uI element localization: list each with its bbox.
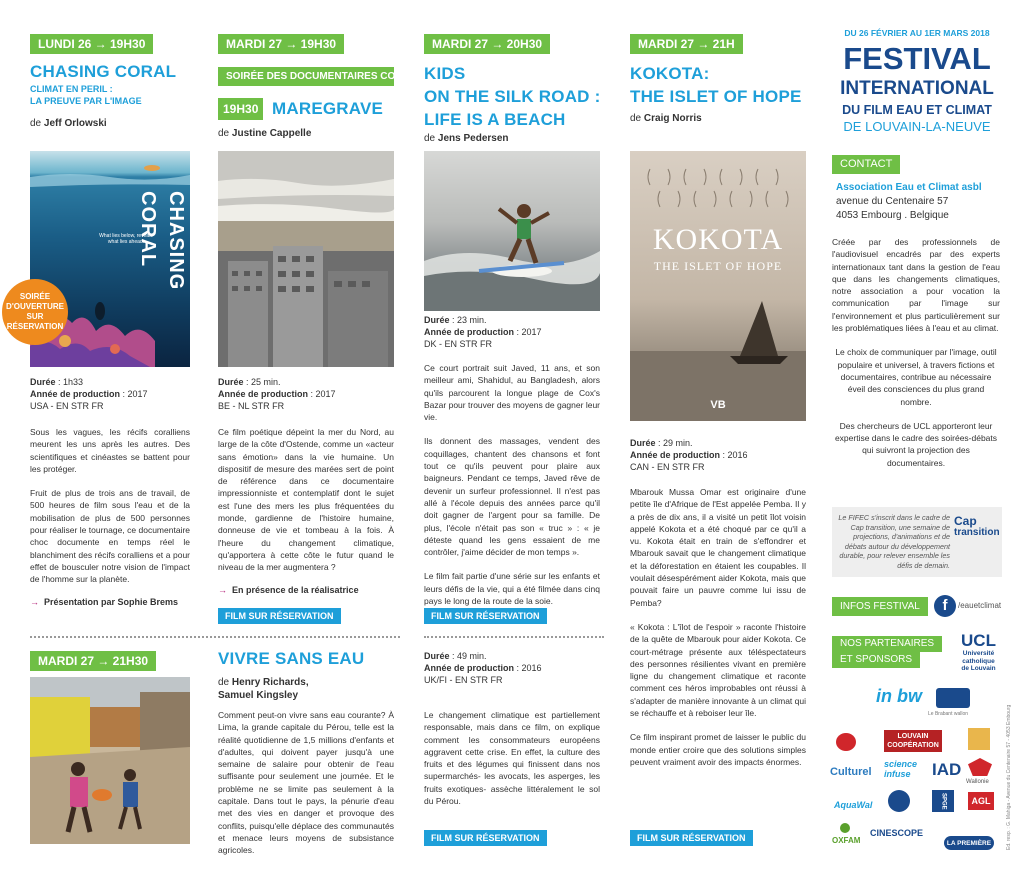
partners-label-1: NOS PARTENAIRES: [832, 636, 942, 652]
col4-reservation-button[interactable]: FILM SUR RÉSERVATION: [630, 830, 753, 846]
col1-subtitle-2: LA PREUVE PAR L'IMAGE: [30, 96, 142, 106]
vivre-sans-eau-still-art: [30, 677, 190, 844]
brabant-logo-mark: [936, 688, 970, 708]
col2-day-badge: MARDI 27 → 19H30: [218, 34, 344, 54]
col3-description: Ce court portrait suit Javed, 11 ans, et son meilleur ami, Shahidul, au Bangladesh, alors qu'ils parcourent la longue plage de Cox's Bazar pour trouver des moyens de gagner leur vie. Ils donnent des massages, vendent des coquillages, chantent des chansons et font tout ce qu'ils peuvent pour plaire aux baigneurs. Pendant ce temps, Javed rêve de devenir un surfeur professionnel. Il n'est pas allé à l'école depuis des années parce qu'il doit gagner de l'argent pour sa famille. De plus, l'école n'était pas son « truc » : « je déteste quand les gens essaient de me contrôler, j'aime décider de mon temps ». Le film fait partie d'une série sur les enfants et leurs défis de la vie, qui a été filmée dans cinq pays le long de la route de la soie.: [424, 363, 600, 607]
kokota-poster-art: [630, 151, 806, 421]
col3-director-line: de Jens Pedersen: [424, 133, 509, 144]
brabant-logo-text: Le Brabant wallon: [928, 711, 969, 717]
col2-reservation-button[interactable]: FILM SUR RÉSERVATION: [218, 608, 341, 624]
bottom-director-1: Henry Richards,: [231, 677, 309, 688]
col4-description: Mbarouk Mussa Omar est originaire d'une petite île d'Afrique de l'Est appelée Pemba. Il y a près de dix ans, il a visité un petit îlot voisin appelé Kokota et a été choqué par ce qu'il a vu. Kokota était en train de s'effondrer et Mbarouk savait que le changement climatique et la déforestation en étaient les coupables. Il voulait désespérément aider Kokota, mais que pouvait faire un pauvre comme lui issu de Pemba? « Kokota : L'îlot de l'espoir » raconte l'histoire de la quête de Mbarouk pour aider Kokota. Ce court-métrage présente aux téléspectateurs des personnes résilientes vivant en première ligne du changement climatique et raconte comment ces héros improbables ont réussi à s'adapter de manière innovante à un climat qui se réchauffe et à reboiser leur île. Ce film inspirant promet de laisser le public du monde entier croire que des solutions simples peuvent vraiment avoir des impacts énormes.: [630, 487, 806, 767]
col2-time-badge: 19H30: [218, 98, 263, 120]
col4-director: Craig Norris: [643, 113, 702, 124]
centre-culturel-logo: Culturel: [830, 766, 872, 778]
maregrave-still-art: [218, 151, 394, 367]
chasing-coral-poster-tagline: What lies below, reveals what lies ahead.: [99, 233, 153, 245]
arrow-right-icon: →: [30, 597, 39, 607]
col1-subtitle-1: CLIMAT EN PERIL :: [30, 84, 113, 94]
vivre-sans-eau-still: [30, 677, 190, 844]
cinescope-logo: CINESCOPE: [870, 828, 924, 838]
col1-day-badge: LUNDI 26 → 19H30: [30, 34, 153, 54]
col2-director-line: de Justine Cappelle: [218, 128, 312, 139]
kokota-poster: [630, 151, 806, 421]
association-about: Créée par des professionnels de l'audiovisuel encadrés par des experts internationaux tant dans la gestion de l'eau que dans les changements climatiques, notre association a pour vocation la communication par l'image sur l'environnement et plus particulièrement sur les problématiques liées à l'eau et au climat. Le choix de communiquer par l'image, outil populaire et universel, à travers fictions et documentaires, contribue au nécessaire éveil des consciences du plus grand nombre. Des chercheurs de UCL apporteront leur expertise dans le cadre des soirées-débats qui suivront la projection des documentaires.: [832, 237, 1000, 468]
facebook-handle[interactable]: /eauetclimat: [958, 601, 1002, 610]
kokota-poster-logo: VB: [710, 399, 726, 411]
agl-logo: AGL: [968, 792, 994, 810]
col3-day-badge: MARDI 27 → 20H30: [424, 34, 550, 54]
soiree-courts-banner: SOIRÉE DES DOCUMENTAIRES COURTS: [218, 67, 394, 86]
spge-logo: SPGE: [932, 790, 954, 812]
cap-transition-box: [832, 507, 1002, 577]
bottom-description-2: Le changement climatique est partiellement responsable, mais dans ce film, on explique comment les consommateurs européens aggravent cette crise. En effet, la culture des fruits et des légumes qui finissent dans nos supermarchés- les avocats, les asperges, les fruits exotiques- assèche littéralement le sol du Pérou.: [424, 710, 600, 807]
bottom-reservation-button[interactable]: FILM SUR RÉSERVATION: [424, 830, 547, 846]
association-name: Association Eau et Climat asbl: [836, 182, 982, 193]
partners-label-2: ET SPONSORS: [832, 652, 920, 668]
address-line-2: 4053 Embourg . Belgique: [836, 210, 949, 221]
col1-director: Jeff Orlowski: [43, 118, 107, 129]
col3-meta: Durée : 23 min. Année de production : 2017 DK - EN STR FR: [424, 315, 542, 349]
fifec-note: Le FIFEC s'inscrit dans le cadre de Cap transition, une semaine de projections, d'animations et de débats autour du développement durable, pour relever ensemble les défis de demain.: [838, 513, 950, 570]
blue-partner-logo: [888, 790, 910, 812]
wallonie-logo-text: Wallonie: [966, 779, 989, 785]
address-line-1: avenue du Centenaire 57: [836, 196, 949, 207]
col2-meta: Durée : 25 min. Année de production : 2017 BE - NL STR FR: [218, 377, 336, 411]
col4-meta: Durée : 29 min. Année de production : 2016 CAN - EN STR FR: [630, 438, 748, 472]
facebook-icon[interactable]: f: [934, 595, 956, 617]
oxfam-logo: OXFAM: [832, 836, 861, 845]
maregrave-still: [218, 151, 394, 367]
kids-silk-road-still: [424, 151, 600, 311]
iad-logo: IAD: [932, 760, 962, 779]
cap-transition-logo: Cap transition: [954, 514, 1000, 538]
contact-block: [836, 181, 1006, 223]
yellow-partner-logo: [968, 728, 990, 750]
col3-reservation-button[interactable]: FILM SUR RÉSERVATION: [424, 608, 547, 624]
international-heading: INTERNATIONAL: [840, 78, 994, 99]
separator-mid: [424, 636, 604, 638]
editeur-responsable: Ed. resp. : G. Mahiga - Avenue du Centenaire 57 - 4053 Embourg: [1006, 704, 1012, 850]
louvain-cooperation-logo: LOUVAIN COOPÉRATION: [884, 730, 942, 752]
bottom-director-2: Samuel Kingsley: [218, 690, 299, 701]
kids-silk-road-still-art: [424, 151, 600, 311]
bottom-meta: Durée : 49 min. Année de production : 2016 UK/FI - EN STR FR: [424, 651, 542, 685]
chasing-coral-poster-title: CHASING CORAL: [137, 191, 187, 291]
bottom-day-badge: MARDI 27 → 21H30: [30, 651, 156, 671]
la-premiere-logo: LA PREMIÈRE: [944, 836, 994, 850]
col1-description: Sous les vagues, les récifs coralliens meurent les uns après les autres. Des scientifiques et cinéastes se battent pour les protéger. Fruit de plus de trois ans de travail, de 500 heures de film sous l'eau et de la mobilisation de plus de 500 personnes pour réaliser le tournage, ce documentaire choc documente en temps réel le blanchiment des récifs coralliens et a pour effet de bousculer notre vision de l'impact de l'homme sur la planète.: [30, 427, 190, 585]
festival-dates: DU 26 FÉVRIER AU 1ER MARS 2018: [844, 28, 990, 38]
bottom-director-line: de Henry Richards, Samuel Kingsley: [218, 677, 309, 701]
kokota-poster-title: KOKOTA: [652, 223, 784, 256]
infos-festival-label: INFOS FESTIVAL: [832, 597, 928, 616]
col2-presence-note: → En présence de la réalisatrice: [218, 585, 359, 595]
separator-left: [30, 636, 400, 638]
oxfam-logo-mark: [840, 823, 850, 833]
inbw-logo: in bw: [876, 686, 922, 706]
opening-night-badge: SOIRÉE D'OUVERTURE SUR RÉSERVATION: [2, 279, 68, 345]
col4-day-badge: MARDI 27 → 21H: [630, 34, 743, 54]
bottom-title: VIVRE SANS EAU: [218, 649, 365, 668]
du-film-heading: DU FILM EAU ET CLIMAT: [842, 103, 992, 117]
aquawal-logo: AquaWal: [834, 800, 873, 810]
festival-heading: FESTIVAL: [843, 41, 991, 76]
col2-description: Ce film poétique dépeint la mer du Nord, au large de la côte d'Ostende, comme un «acteur sans émotion» dans la vie humaine. Un dispositif de mesure des marées sert de point de référence dans ce documentaire impressionniste et contemplatif dont le sujet est l'une des mers les plus fréquentées du monde, gardienne de l'histoire humaine, donneuse de vie et tombeau à la fois. À l'heure du changement climatique, qu'apportera à cette côte le futur quand le niveau de la mer augmentera ?: [218, 427, 394, 573]
col3-director: Jens Pedersen: [437, 133, 509, 144]
col2-title: MAREGRAVE: [272, 99, 384, 118]
col1-director-line: de Jeff Orlowski: [30, 118, 107, 129]
col4-director-line: de Craig Norris: [630, 113, 702, 124]
red-partner-logo: [836, 733, 856, 751]
wallonie-rooster-logo: [968, 758, 992, 776]
col1-presentation-note: → Présentation par Sophie Brems: [30, 597, 179, 607]
bottom-description-1: Comment peut-on vivre sans eau courante? À Lima, la grande capitale du Pérou, telle est la réalité quotidienne de 1,5 millions d'enfants et d'adultes, qui doivent payer jusqu'à une semaine de salaire pour obtenir de l'eau suffisante pour seulement une journée. Et le problème ne se limite pas seulement à la capitale. Dans tout le pays, la pénurie d'eau met des vies en danger et provoque des conflits, puisqu'elle déplace des communautés et menace leurs moyens de subsistance agricoles.: [218, 710, 394, 856]
col4-title: KOKOTA: THE ISLET OF HOPE: [630, 64, 802, 106]
col1-meta: Durée : 1h33 Année de production : 2017 USA - EN STR FR: [30, 377, 148, 411]
science-infuse-logo: science infuse: [884, 759, 918, 779]
arrow-right-icon: →: [218, 585, 227, 595]
col3-title: KIDS ON THE SILK ROAD : LIFE IS A BEACH: [424, 64, 601, 129]
kokota-poster-subtitle: THE ISLET OF HOPE: [653, 259, 783, 273]
contact-label: CONTACT: [832, 155, 900, 174]
col1-title: CHASING CORAL: [30, 62, 177, 81]
lln-heading: DE LOUVAIN-LA-NEUVE: [843, 119, 991, 134]
ucl-logo: UCL Université catholique de Louvain: [961, 631, 996, 672]
col2-director: Justine Cappelle: [231, 128, 312, 139]
